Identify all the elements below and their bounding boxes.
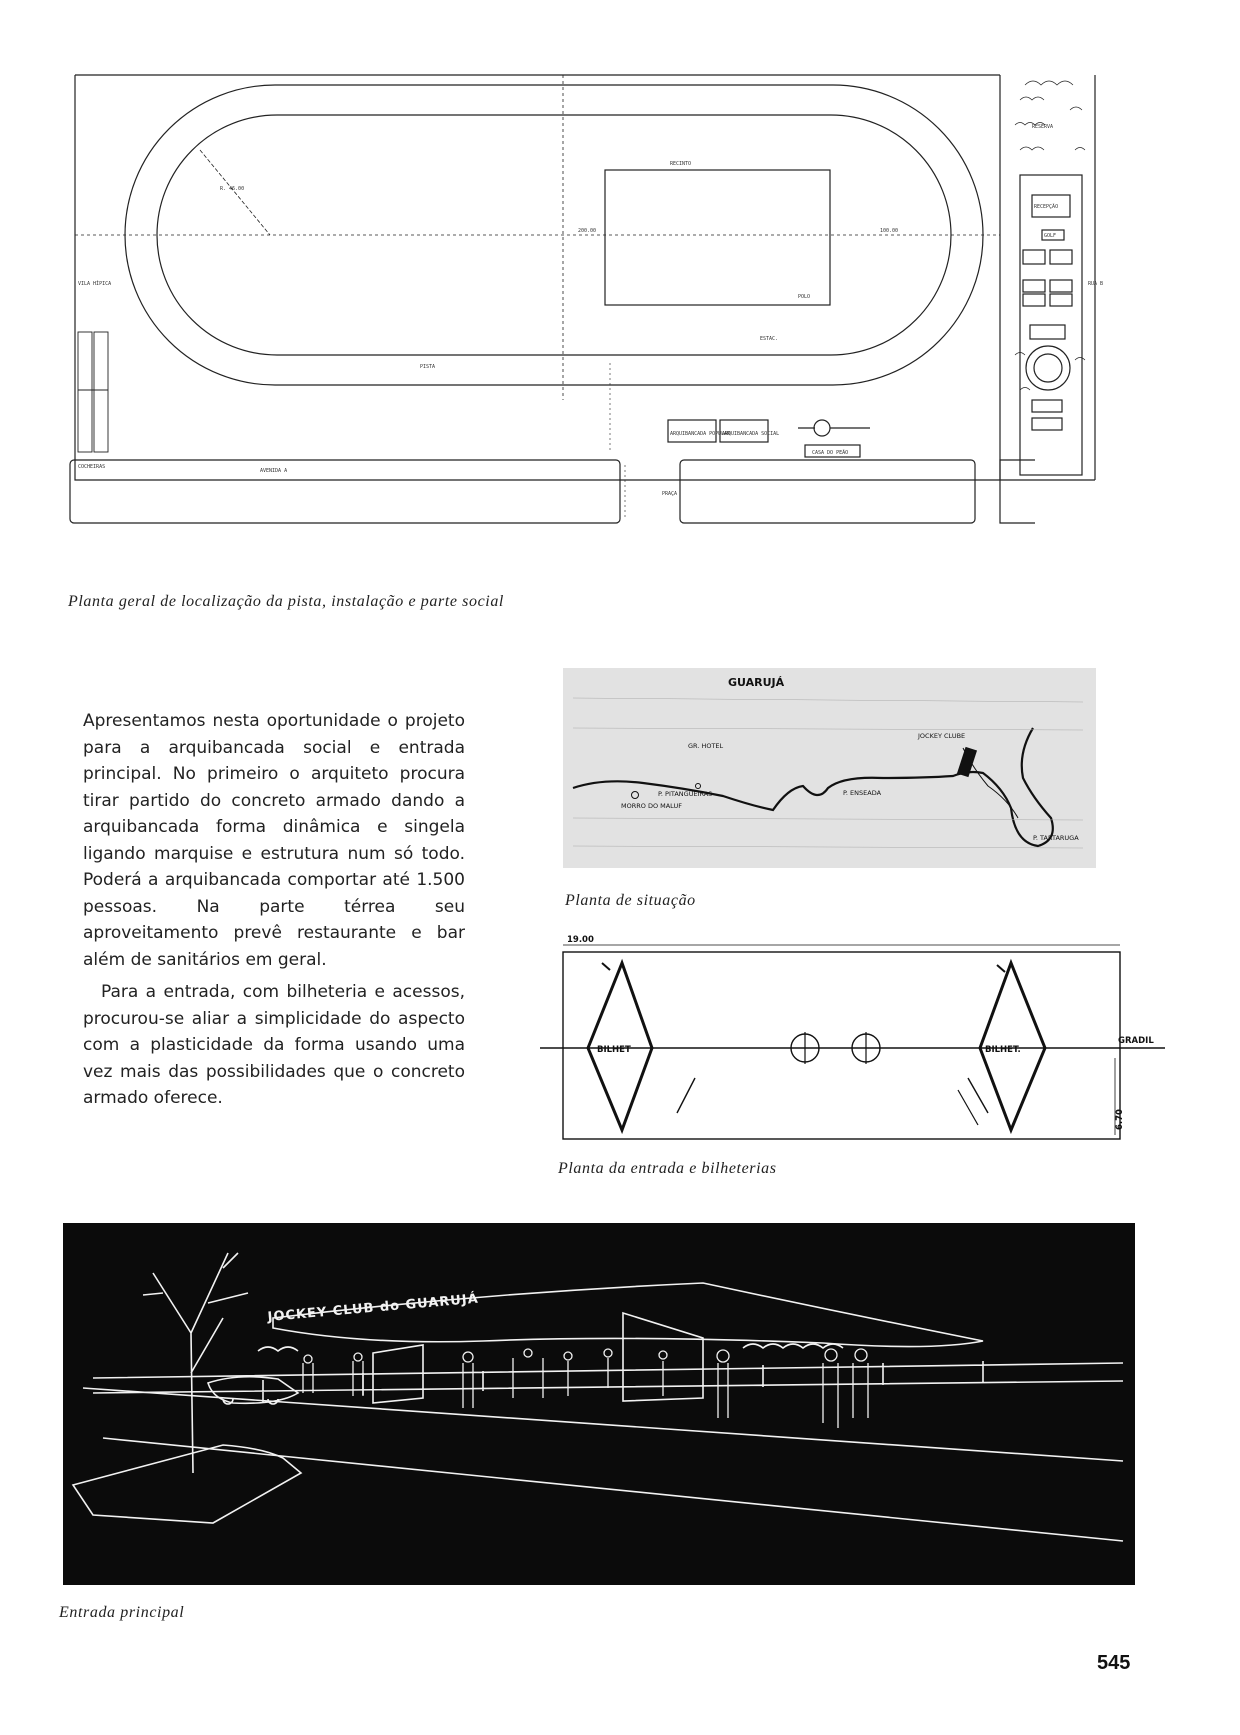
street-b-label: RUA B: [1088, 281, 1104, 287]
hotel-label: GR. HOTEL: [688, 742, 724, 750]
situation-map-caption: Planta de situação: [565, 892, 696, 909]
entrance-width-dim: 19.00: [567, 935, 594, 945]
race-track-outer: [125, 85, 983, 385]
gradil-label: GRADIL: [1118, 1036, 1154, 1046]
entrance-plan-caption: Planta da entrada e bilheterias: [558, 1160, 777, 1177]
bilhet-right-label: BILHET.: [985, 1045, 1021, 1055]
paragraph-1: Apresentamos nesta oportunidade o projeto para a arquibancada social e entrada principal. No primeiro o arquiteto procura tirar partido do concreto armado dando a arquibancada forma dinâmica e singela ligando marquise e estrutura num só todo. Poderá a arquibancada comportar até 1.500 pessoas. Na parte térrea seu aproveitamento prevê restaurante e bar além de sanitários em geral.: [83, 711, 465, 970]
page-number: 545: [1097, 1652, 1131, 1674]
entrance-boundary: [563, 952, 1120, 1139]
avenue-label: AVENIDA A: [260, 468, 288, 474]
grandstand-popular-label: ARQUIBANCADA POPULAR: [670, 431, 731, 437]
people: [303, 1349, 868, 1428]
horses: [258, 1344, 843, 1351]
situation-map: [563, 668, 1096, 868]
site-plan-caption: Planta geral de localização da pista, instalação e parte social: [68, 593, 504, 610]
site-plan-drawing: [70, 70, 1140, 580]
road-island: [73, 1445, 301, 1523]
tartaruga-label: P. TARTARUGA: [1033, 834, 1079, 842]
peao-house-label: CASA DO PEÃO: [812, 450, 849, 456]
tree: [143, 1253, 248, 1473]
social-area: [1020, 175, 1082, 475]
polo-field: [605, 170, 830, 305]
entrance-plan-drawing: [540, 930, 1170, 1150]
parking-label: ESTAC.: [760, 336, 779, 342]
track-label: PISTA: [420, 364, 436, 370]
perspective-caption: Entrada principal: [59, 1604, 185, 1621]
reserve-label: RESERVA: [1032, 124, 1054, 130]
enseada-label: P. ENSEADA: [843, 789, 882, 797]
club-sign: JOCKEY CLUB do GUARUJÁ: [267, 1291, 480, 1325]
article-text: [83, 708, 465, 1112]
city-block-right: [680, 460, 975, 523]
site-boundary: [75, 75, 1095, 480]
square-label: PRAÇA: [662, 491, 678, 497]
maluf-label: MORRO DO MALUF: [621, 802, 682, 810]
polo-label: POLO: [798, 294, 811, 300]
grandstand-social-label: ARQUIBANCADA SOCIAL: [722, 431, 780, 437]
map-title: GUARUJÁ: [728, 676, 785, 689]
dim-end-label: 100.00: [880, 228, 899, 234]
vila-hipica-label: VILA HÍPICA: [78, 281, 112, 287]
bilhet-left-label: BILHET: [597, 1045, 631, 1055]
city-block-left: [70, 460, 620, 523]
stables: [78, 332, 108, 452]
radius-label: R. 46.00: [220, 186, 245, 192]
entrance-perspective: [63, 1223, 1135, 1585]
reception-label: RECEPÇÃO: [1034, 204, 1059, 210]
dim-main-label: 200.00: [578, 228, 597, 234]
jockey-club-label: JOCKEY CLUBE: [918, 732, 966, 740]
recinto-label: RECINTO: [670, 161, 692, 167]
entrance-height-dim: 6.70: [1115, 1109, 1125, 1130]
golf-label: GOLF: [1044, 233, 1057, 239]
paragraph-2: Para a entrada, com bilheteria e acessos, procurou-se aliar a simplicidade do aspecto com a plasticidade da forma usando uma vez mais das possibilidades que o concreto armado oferece.: [83, 982, 465, 1108]
coastline: [573, 728, 1053, 846]
pitangueiras-label: P. PITANGUEIRAS: [658, 790, 713, 798]
stables-label: COCHEIRAS: [78, 464, 106, 470]
